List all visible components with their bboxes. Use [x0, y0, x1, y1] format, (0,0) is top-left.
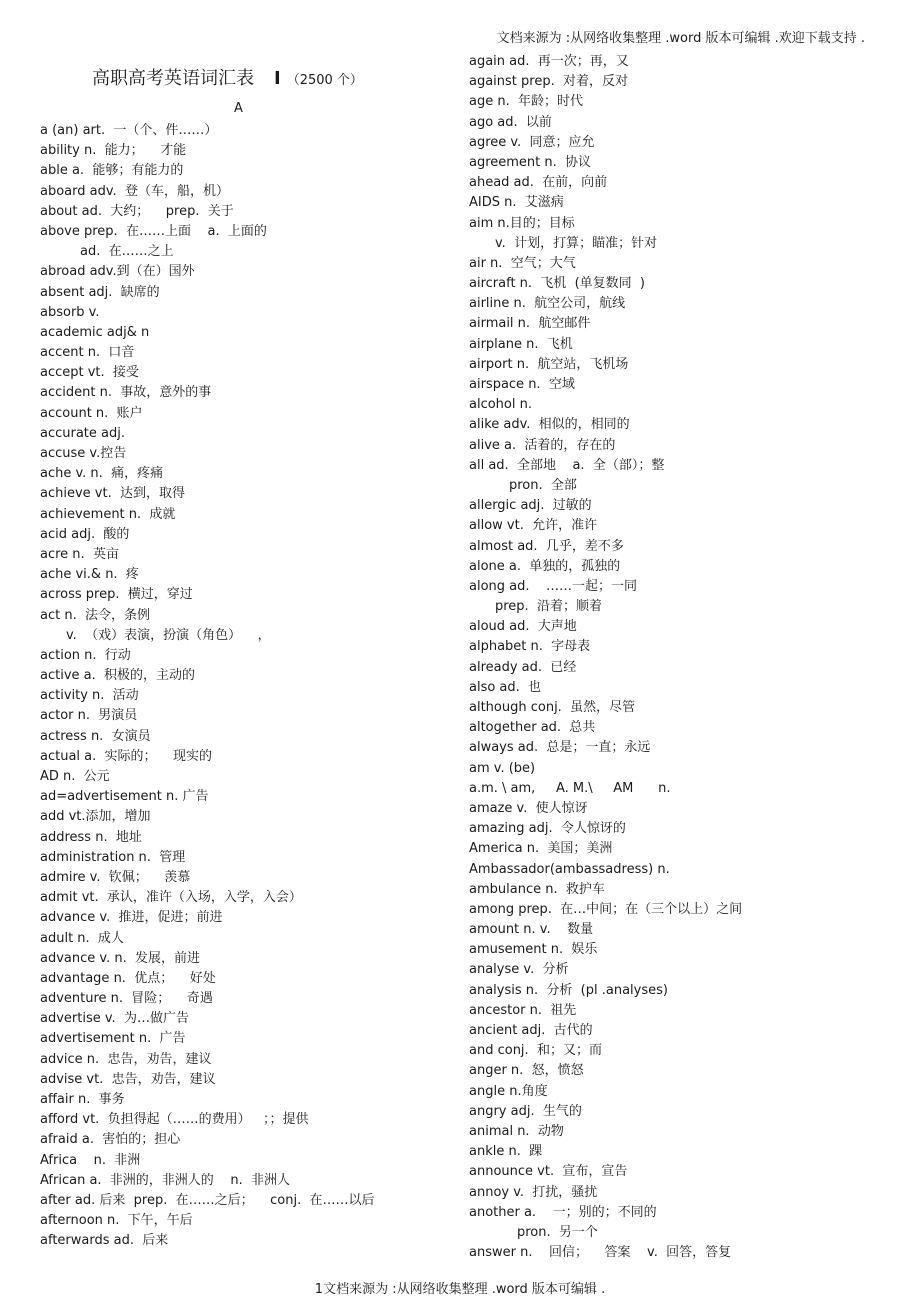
vocab-entry: ability n. 能力； 才能 [40, 143, 187, 159]
vocab-entry: afford vt. 负担得起（……的费用） ；；提供 [40, 1112, 309, 1128]
vocab-entry: always ad. 总是；一直；永远 [469, 740, 651, 756]
vocab-entry: accept vt. 接受 [40, 365, 139, 381]
vocab-entry: activity n. 活动 [40, 688, 139, 704]
vocab-entry: alike adv. 相似的，相同的 [469, 417, 630, 433]
vocab-entry: alcohol n. [469, 397, 532, 413]
vocab-entry: academic adj& n [40, 324, 150, 340]
vocab-entry: actress n. 女演员 [40, 728, 151, 744]
vocab-entry: airline n. 航空公司，航线 [469, 296, 626, 312]
vocab-entry: amaze v. 使人惊讶 [469, 800, 588, 816]
vocab-entry: ad. 在……之上 [80, 244, 174, 260]
vocab-entry: animal n. 动物 [469, 1123, 564, 1139]
vocab-entry: African a. 非洲的，非洲人的 n. 非洲人 [40, 1172, 290, 1188]
vocab-entry: alone a. 单独的，孤独的 [469, 558, 621, 574]
vocab-entry: accuse v.控告 [40, 446, 127, 461]
vocab-entry: aircraft n. 飞机 (单复数同 ) [469, 276, 645, 292]
title-volume: Ⅰ [274, 68, 281, 89]
vocab-entry: although conj. 虽然，尽管 [469, 700, 636, 715]
vocab-entry: ancient adj. 古代的 [469, 1023, 593, 1038]
vocab-entry: active a. 积极的，主动的 [40, 668, 196, 684]
vocab-entry: adult n. 成人 [40, 930, 124, 946]
vocab-entry: actual a. 实际的； 现实的 [40, 748, 213, 764]
vocab-entry: amazing adj. 令人惊讶的 [469, 821, 626, 837]
vocab-entry: affair n. 事务 [40, 1092, 125, 1107]
vocab-entry: ache vi.& n. 疼 [40, 567, 139, 583]
vocab-entry: adventure n. 冒险； 奇遇 [40, 991, 213, 1007]
vocab-entry: among prep. 在…中间；在（三个以上）之间 [469, 901, 743, 917]
vocab-entry: also ad. 也 [469, 679, 542, 695]
vocab-entry: afternoon n. 下午，午后 [40, 1213, 193, 1229]
vocab-entry: ancestor n. 祖先 [469, 1002, 577, 1018]
vocab-entry: address n. 地址 [40, 829, 142, 845]
vocab-entry: analysis n. 分析 (pl .analyses) [469, 982, 668, 998]
vocab-entry: ankle n. 踝 [469, 1144, 543, 1160]
vocab-entry: action n. 行动 [40, 647, 131, 663]
vocab-entry: administration n. 管理 [40, 849, 186, 865]
vocab-entry: ad=advertisement n. 广告 [40, 789, 209, 805]
vocab-entry: airplane n. 飞机 [469, 336, 573, 352]
vocab-entry: v. 计划，打算；瞄准；针对 [495, 235, 658, 251]
vocab-entry: after ad. 后来 prep. 在……之后； conj. 在……以后 [40, 1192, 375, 1208]
vocab-entry: advance v. 推进，促进；前进 [40, 910, 223, 926]
vocab-entry: ambulance n. 救护车 [469, 881, 605, 897]
vocab-entry: age n. 年龄；时代 [469, 94, 583, 110]
vocab-entry: alive a. 活着的，存在的 [469, 437, 616, 453]
vocab-entry: AD n. 公元 [40, 769, 110, 784]
vocab-entry: above prep. 在……上面 a. 上面的 [40, 223, 267, 239]
vocab-entry: act n. 法令，条例 [40, 607, 150, 623]
vocab-entry: annoy v. 打扰，骚扰 [469, 1184, 598, 1200]
vocab-entry: about ad. 大约； prep. 关于 [40, 203, 234, 219]
vocab-entry: advantage n. 优点； 好处 [40, 970, 216, 986]
vocab-entry: across prep. 横过，穿过 [40, 587, 193, 603]
vocab-entry: achievement n. 成就 [40, 506, 176, 522]
vocab-entry: admit vt. 承认，准许（入场，入学，入会） [40, 890, 302, 906]
vocab-entry: pron. 另一个 [517, 1224, 598, 1240]
title-word-count: （2500 个） [286, 73, 363, 88]
vocab-entry: pron. 全部 [509, 477, 577, 493]
vocab-entry: airspace n. 空域 [469, 377, 575, 392]
vocab-entry: allow vt. 允许，准许 [469, 518, 598, 534]
vocab-entry: admire v. 钦佩； 羡慕 [40, 869, 191, 885]
vocab-entry: ahead ad. 在前，向前 [469, 175, 608, 191]
vocab-entry: absorb v. [40, 304, 100, 320]
vocab-entry: almost ad. 几乎，差不多 [469, 538, 624, 554]
vocab-entry: achieve vt. 达到，取得 [40, 486, 185, 502]
vocab-entry: a (an) art. 一（个、件……） [40, 123, 218, 138]
vocab-entry: analyse v. 分析 [469, 962, 569, 978]
document-title [92, 64, 363, 90]
vocab-entry: ago ad. 以前 [469, 114, 552, 130]
vocab-entry: again ad. 再一次；再，又 [469, 54, 629, 69]
vocab-entry: advice n. 忠告，劝告，建议 [40, 1051, 212, 1067]
vocab-entry: another a. 一；别的；不同的 [469, 1204, 657, 1220]
vocab-entry: afterwards ad. 后来 [40, 1233, 169, 1249]
vocab-entry: aboard adv. 登（车，船，机） [40, 183, 229, 199]
vocab-entry: against prep. 对着，反对 [469, 74, 628, 90]
vocab-entry: aloud ad. 大声地 [469, 619, 577, 635]
vocab-entry: advertisement n. 广告 [40, 1031, 186, 1047]
vocab-entry: agree v. 同意；应允 [469, 134, 595, 150]
vocab-entry: already ad. 已经 [469, 659, 577, 675]
vocab-entry: absent adj. 缺席的 [40, 284, 160, 300]
vocab-entry: acid adj. 酸的 [40, 526, 130, 542]
vocab-entry: alphabet n. 字母表 [469, 639, 591, 655]
vocab-entry: America n. 美国；美洲 [469, 841, 613, 857]
vocab-entry: add vt.添加，增加 [40, 809, 151, 825]
section-letter: A [234, 101, 243, 116]
vocab-entry: accent n. 口音 [40, 345, 135, 361]
vocab-entry: acre n. 英亩 [40, 546, 119, 562]
vocab-entry: airmail n. 航空邮件 [469, 316, 591, 332]
vocab-entry: agreement n. 协议 [469, 154, 592, 170]
vocab-entry: Africa n. 非洲 [40, 1152, 141, 1168]
vocab-entry: accurate adj. [40, 425, 126, 441]
vocab-entry: aim n.目的；目标 [469, 215, 575, 231]
vocab-entry: amount n. v. 数量 [469, 922, 594, 938]
vocab-entry: accident n. 事故，意外的事 [40, 385, 212, 401]
vocab-entry: v. （戏）表演，扮演（角色） ， [66, 627, 271, 643]
vocab-entry: account n. 账户 [40, 405, 143, 421]
vocab-entry: along ad. ……一起；一同 [469, 578, 638, 594]
title-main: 高职高考英语词汇表 [92, 68, 254, 89]
vocab-entry: prep. 沿着；顺着 [495, 599, 602, 615]
vocab-entry: a.m. \ am, A. M.\ AM n. [469, 780, 671, 796]
vocab-entry: advise vt. 忠告，劝告，建议 [40, 1071, 216, 1087]
vocab-entry: amusement n. 娱乐 [469, 942, 598, 958]
vocab-entry: all ad. 全部地 a. 全（部）；整 [469, 457, 665, 473]
vocabulary-column-left [40, 121, 460, 1252]
vocab-entry: announce vt. 宣布，宣告 [469, 1164, 628, 1180]
vocab-entry: anger n. 怒，愤怒 [469, 1063, 584, 1079]
vocab-entry: Ambassador(ambassadress) n. [469, 861, 670, 877]
vocabulary-column-right [469, 52, 889, 1263]
vocab-entry: airport n. 航空站，飞机场 [469, 356, 629, 372]
vocab-entry: ache v. n. 痛，疼痛 [40, 466, 164, 482]
vocab-entry: angry adj. 生气的 [469, 1103, 582, 1119]
vocab-entry: advertise v. 为…做广告 [40, 1011, 189, 1027]
vocab-entry: advance v. n. 发展，前进 [40, 950, 200, 966]
vocab-entry: air n. 空气；大气 [469, 255, 576, 271]
vocab-entry: am v. (be) [469, 760, 536, 776]
vocab-entry: abroad adv.到（在）国外 [40, 264, 195, 280]
vocab-entry: AIDS n. 艾滋病 [469, 195, 564, 211]
vocab-entry: altogether ad. 总共 [469, 720, 596, 736]
header-source-note: 文档来源为 :从网络收集整理 .word 版本可编辑 .欢迎下载支持 . [496, 31, 865, 46]
vocab-entry: allergic adj. 过敏的 [469, 498, 592, 514]
vocab-entry: able a. 能够；有能力的 [40, 163, 184, 179]
vocab-entry: answer n. 回信； 答案 v. 回答，答复 [469, 1245, 732, 1261]
vocab-entry: afraid a. 害怕的；担心 [40, 1132, 181, 1148]
footer-source-note: 1文档来源为 :从网络收集整理 .word 版本可编辑 . [314, 1282, 606, 1297]
vocab-entry: and conj. 和；又；而 [469, 1043, 602, 1059]
vocab-entry: actor n. 男演员 [40, 708, 138, 724]
vocab-entry: angle n.角度 [469, 1083, 548, 1099]
